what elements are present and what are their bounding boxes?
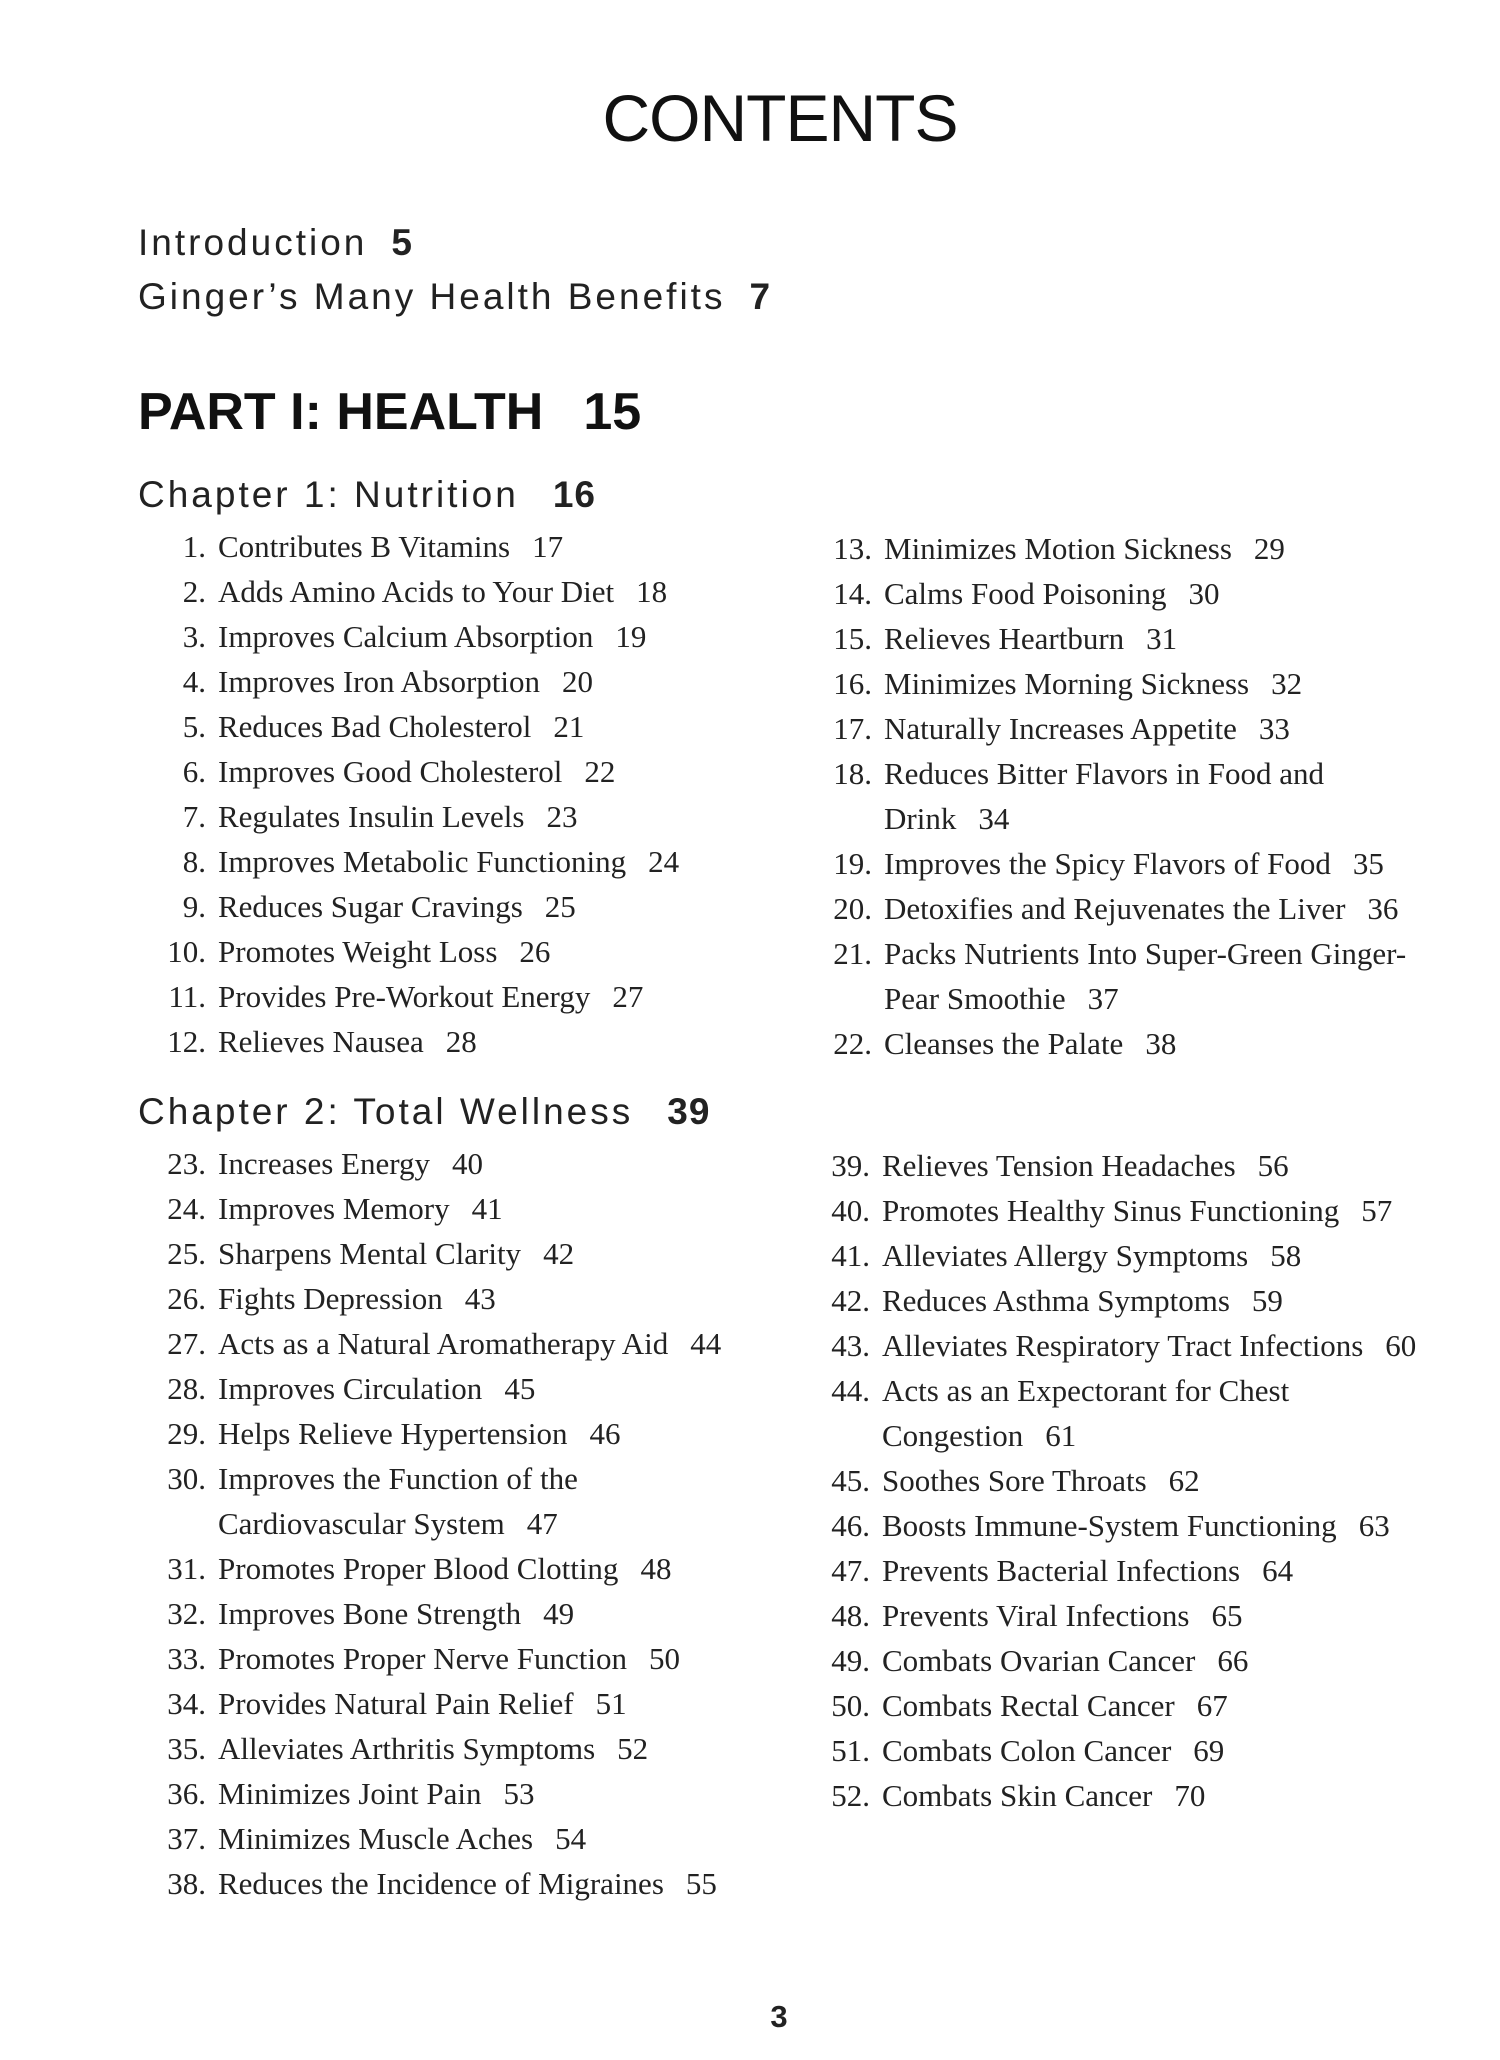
entry-label: Calms Food Poisoning [884,576,1167,611]
entry-number: 33. [167,1641,206,1676]
entry-page: 47 [526,1506,558,1541]
entry-page: 53 [503,1776,535,1811]
entry-label: Improves Calcium Absorption [218,619,594,654]
entry-page: 62 [1168,1463,1200,1498]
entry-label: Promotes Proper Nerve Function [218,1641,627,1676]
entry-number: 34. [167,1686,206,1721]
entry-page: 43 [464,1281,496,1316]
entry-number: 43. [831,1328,870,1363]
entry-page: 41 [471,1191,503,1226]
entry-number: 12. [167,1024,206,1059]
toc-entry[interactable] [802,1683,1422,1728]
entry-label: Promotes Proper Blood Clotting [218,1551,619,1586]
entry-page: 63 [1358,1508,1390,1543]
toc-entry[interactable] [138,569,738,614]
chapter-label: Chapter 2: Total Wellness [138,1091,634,1132]
toc-entry[interactable] [138,1186,738,1231]
entry-number: 36. [167,1776,206,1811]
entry-number: 32. [167,1596,206,1631]
entry-label: Increases Energy [218,1146,431,1181]
entry-page: 25 [544,889,576,924]
toc-entry[interactable] [802,1503,1422,1548]
entry-label: Improves Iron Absorption [218,664,541,699]
toc-entry[interactable] [802,1278,1422,1323]
chapter-1-left-list [138,524,738,1064]
entry-label: Regulates Insulin Levels [218,799,525,834]
entry-number: 19. [833,846,872,881]
entry-label: Soothes Sore Throats [882,1463,1147,1498]
entry-label: Detoxifies and Rejuvenates the Liver [884,891,1346,926]
page-title: CONTENTS [602,81,958,155]
chapter-heading[interactable] [138,474,596,516]
entry-page: 46 [589,1416,621,1451]
entry-number: 31. [167,1551,206,1586]
entry-label: Minimizes Morning Sickness [884,666,1250,701]
entry-number: 16. [833,666,872,701]
page-number: 3 [770,1999,788,2034]
toc-entry[interactable] [138,659,738,704]
toc-entry[interactable] [138,1276,738,1321]
entry-number: 30. [167,1461,206,1496]
entry-label: Reduces Sugar Cravings [218,889,523,924]
entry-page: 55 [685,1866,717,1901]
entry-page: 57 [1361,1193,1393,1228]
entry-label: Combats Colon Cancer [882,1733,1172,1768]
entry-number: 37. [167,1821,206,1856]
toc-entry[interactable] [802,1593,1422,1638]
toc-entry[interactable] [138,974,738,1019]
entry-number: 38. [167,1866,206,1901]
entry-number: 4. [182,664,206,699]
entry-page: 60 [1385,1328,1417,1363]
toc-entry[interactable] [138,1231,738,1276]
toc-entry[interactable] [802,1548,1422,1593]
entry-page: 31 [1146,621,1178,656]
entry-page: 44 [690,1326,722,1361]
entry-number: 23. [167,1146,206,1181]
entry-number: 22. [833,1026,872,1061]
entry-page: 67 [1196,1688,1228,1723]
entry-number: 18. [833,756,872,791]
entry-label: Contributes B Vitamins [218,529,511,564]
entry-page: 58 [1270,1238,1302,1273]
entry-page: 24 [648,844,680,879]
entry-page: 27 [612,979,644,1014]
entry-number: 21. [833,936,872,971]
entry-label: Naturally Increases Appetite [884,711,1237,746]
entry-page: 56 [1257,1148,1289,1183]
toc-entry[interactable] [804,661,1424,706]
toc-entry[interactable] [138,704,738,749]
entry-number: 7. [182,799,206,834]
entry-number: 9. [182,889,206,924]
entry-number: 13. [833,531,872,566]
entry-page: 45 [504,1371,536,1406]
toc-entry[interactable] [804,841,1424,886]
toc-entry[interactable] [802,1458,1422,1503]
toc-entry[interactable] [138,614,738,659]
entry-label: Relieves Heartburn [884,621,1125,656]
entry-number: 10. [167,934,206,969]
entry-page: 48 [640,1551,672,1586]
entry-page: 30 [1188,576,1220,611]
toc-entry[interactable] [804,931,1424,1021]
entry-label: Packs Nutrients Into Super-Green Ginger-Pear Smoothie [884,936,1407,1016]
entry-page: 22 [584,754,616,789]
toc-entry-introduction[interactable] [138,222,412,264]
entry-page: 34 [978,801,1010,836]
toc-entry[interactable] [138,1726,738,1771]
entry-label: Relieves Nausea [218,1024,424,1059]
toc-entry[interactable] [138,1861,738,1906]
toc-entry[interactable] [804,571,1424,616]
entry-page: 51 [595,1686,627,1721]
entry-label: Minimizes Joint Pain [218,1776,482,1811]
toc-entry[interactable] [804,526,1424,571]
entry-number: 27. [167,1326,206,1361]
entry-number: 15. [833,621,872,656]
entry-number: 28. [167,1371,206,1406]
entry-label: Promotes Healthy Sinus Functioning [882,1193,1340,1228]
entry-number: 20. [833,891,872,926]
entry-page: 33 [1258,711,1290,746]
toc-entry[interactable] [802,1188,1422,1233]
entry-label: Fights Depression [218,1281,443,1316]
entry-number: 5. [182,709,206,744]
entry-page: 35 [1352,846,1384,881]
toc-entry[interactable] [802,1728,1422,1773]
entry-label: Improves Good Cholesterol [218,754,563,789]
entry-number: 42. [831,1283,870,1318]
toc-entry[interactable] [802,1143,1422,1188]
entry-label: Combats Rectal Cancer [882,1688,1175,1723]
toc-entry[interactable] [138,1636,738,1681]
entry-number: 2. [182,574,206,609]
entry-label: Acts as a Natural Aromatherapy Aid [218,1326,669,1361]
entry-label: Reduces Bitter Flavors in Food and Drink [884,756,1324,836]
part-page: 15 [583,383,642,441]
toc-entry[interactable] [802,1773,1422,1818]
entry-page: 52 [617,1731,649,1766]
entry-label: Improves Metabolic Functioning [218,844,627,879]
entry-label: Promotes Weight Loss [218,934,498,969]
toc-entry[interactable] [802,1233,1422,1278]
entry-page: 40 [452,1146,484,1181]
entry-label: Ginger’s Many Health Benefits [138,276,726,317]
toc-entry[interactable] [138,524,738,569]
entry-label: Adds Amino Acids to Your Diet [218,574,615,609]
entry-number: 44. [831,1373,870,1408]
toc-entry[interactable] [138,1546,738,1591]
entry-page: 61 [1045,1418,1077,1453]
entry-page: 69 [1193,1733,1225,1768]
entry-page: 38 [1145,1026,1177,1061]
entry-number: 45. [831,1463,870,1498]
entry-page: 29 [1253,531,1285,566]
entry-page: 36 [1367,891,1399,926]
part-label: PART I: HEALTH [138,383,544,441]
entry-label: Boosts Immune-System Functioning [882,1508,1337,1543]
chapter-label: Chapter 1: Nutrition [138,474,519,515]
entry-page: 50 [648,1641,680,1676]
entry-page: 70 [1174,1778,1206,1813]
toc-entry[interactable] [138,1681,738,1726]
entry-number: 46. [831,1508,870,1543]
entry-label: Combats Skin Cancer [882,1778,1153,1813]
entry-page: 28 [445,1024,477,1059]
entry-label: Reduces Asthma Symptoms [882,1283,1230,1318]
toc-entry[interactable] [138,794,738,839]
entry-page: 18 [636,574,668,609]
entry-label: Sharpens Mental Clarity [218,1236,522,1271]
toc-entry[interactable] [804,1021,1424,1066]
toc-entry[interactable] [804,706,1424,751]
toc-entry[interactable] [138,884,738,929]
entry-label: Relieves Tension Headaches [882,1148,1236,1183]
entry-label: Alleviates Allergy Symptoms [882,1238,1249,1273]
entry-number: 50. [831,1688,870,1723]
entry-label: Cleanses the Palate [884,1026,1124,1061]
entry-label: Provides Pre-Workout Energy [218,979,591,1014]
entry-page: 32 [1271,666,1303,701]
entry-page: 49 [543,1596,575,1631]
entry-number: 49. [831,1643,870,1678]
entry-page: 66 [1217,1643,1249,1678]
entry-label: Reduces Bad Cholesterol [218,709,532,744]
entry-label: Prevents Bacterial Infections [882,1553,1241,1588]
toc-entry[interactable] [804,886,1424,931]
entry-number: 52. [831,1778,870,1813]
entry-number: 6. [182,754,206,789]
entry-number: 24. [167,1191,206,1226]
toc-entry[interactable] [138,1816,738,1861]
entry-label: Prevents Viral Infections [882,1598,1190,1633]
entry-label: Minimizes Muscle Aches [218,1821,534,1856]
entry-number: 3. [182,619,206,654]
entry-label: Alleviates Arthritis Symptoms [218,1731,596,1766]
entry-label: Combats Ovarian Cancer [882,1643,1196,1678]
entry-label: Acts as an Expectorant for Chest Congestion [882,1373,1290,1453]
chapter-2-right-list [802,1143,1422,1818]
entry-label: Improves the Function of the Cardiovascular System [218,1461,578,1541]
entry-label: Helps Relieve Hypertension [218,1416,568,1451]
part-heading[interactable] [138,382,641,442]
chapter-page: 16 [552,474,596,515]
entry-label: Improves Memory [218,1191,450,1226]
toc-entry[interactable] [802,1323,1422,1368]
toc-entry[interactable] [138,1141,738,1186]
entry-page: 42 [543,1236,575,1271]
entry-number: 1. [182,529,206,564]
chapter-1-right-list [804,526,1424,1066]
entry-number: 25. [167,1236,206,1271]
entry-label: Alleviates Respiratory Tract Infections [882,1328,1364,1363]
toc-entry[interactable] [138,929,738,974]
toc-entry[interactable] [804,751,1424,841]
entry-number: 39. [831,1148,870,1183]
entry-number: 29. [167,1416,206,1451]
entry-page: 26 [519,934,551,969]
entry-number: 47. [831,1553,870,1588]
entry-page: 64 [1262,1553,1294,1588]
entry-number: 17. [833,711,872,746]
entry-label: Improves Bone Strength [218,1596,522,1631]
toc-entry[interactable] [138,1771,738,1816]
toc-entry[interactable] [802,1638,1422,1683]
entry-page: 21 [553,709,585,744]
toc-entry[interactable] [138,1456,738,1546]
chapter-heading[interactable] [138,1091,710,1133]
entry-page: 17 [532,529,564,564]
toc-entry[interactable] [138,749,738,794]
chapter-2-left-list [138,1141,738,1906]
toc-entry[interactable] [138,839,738,884]
chapter-page: 39 [667,1091,711,1132]
entry-number: 14. [833,576,872,611]
entry-number: 8. [182,844,206,879]
entry-page: 65 [1211,1598,1243,1633]
entry-number: 35. [167,1731,206,1766]
toc-entry-health-benefits[interactable] [138,276,770,318]
entry-label: Reduces the Incidence of Migraines [218,1866,664,1901]
toc-entry[interactable] [138,1321,738,1366]
toc-entry[interactable] [138,1411,738,1456]
toc-entry[interactable] [138,1019,738,1064]
entry-number: 11. [168,979,206,1014]
entry-number: 41. [831,1238,870,1273]
entry-number: 48. [831,1598,870,1633]
entry-label: Provides Natural Pain Relief [218,1686,574,1721]
toc-entry[interactable] [138,1366,738,1411]
entry-page: 59 [1251,1283,1283,1318]
entry-number: 26. [167,1281,206,1316]
entry-label: Minimizes Motion Sickness [884,531,1232,566]
toc-entry[interactable] [138,1591,738,1636]
toc-entry[interactable] [802,1368,1422,1458]
entry-number: 40. [831,1193,870,1228]
entry-page: 37 [1087,981,1119,1016]
entry-page: 7 [749,276,771,317]
entry-number: 51. [831,1733,870,1768]
entry-page: 23 [546,799,578,834]
entry-page: 54 [555,1821,587,1856]
entry-label: Improves Circulation [218,1371,483,1406]
entry-page: 5 [391,222,412,263]
entry-label: Introduction [138,222,368,263]
entry-label: Improves the Spicy Flavors of Food [884,846,1331,881]
entry-page: 19 [615,619,647,654]
entry-page: 20 [562,664,594,699]
toc-entry[interactable] [804,616,1424,661]
